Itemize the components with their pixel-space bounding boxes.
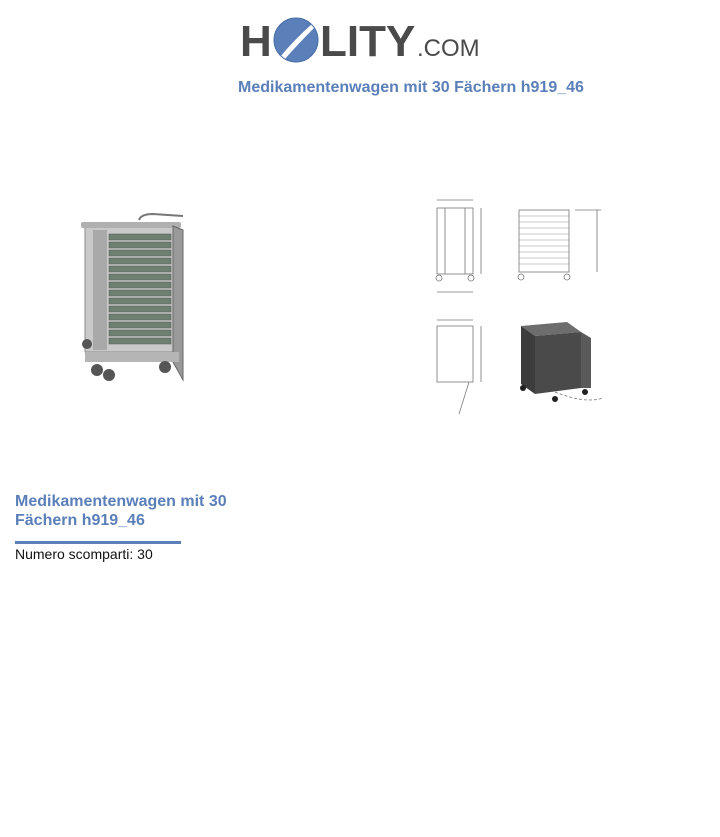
spec-label: Numero scomparti: (15, 546, 134, 562)
product-title: Medikamentenwagen mit 30 Fächern h919_46 (15, 493, 227, 529)
cart-3d-view (520, 322, 591, 402)
holity-logo[interactable] (240, 10, 485, 70)
logo-dot-com: .COM (417, 35, 480, 62)
logo-letter-h: H (240, 17, 272, 66)
product-photo (75, 212, 195, 384)
title-divider (15, 541, 181, 544)
technical-drawing (425, 192, 620, 422)
spec-value: 30 (137, 546, 153, 562)
logo-o-globe-icon (274, 18, 318, 62)
logo-letters-lity: LITY (320, 17, 416, 66)
page-title: Medikamentenwagen mit 30 Fächern h919_46 (238, 79, 584, 96)
spec-compartments (15, 546, 153, 562)
